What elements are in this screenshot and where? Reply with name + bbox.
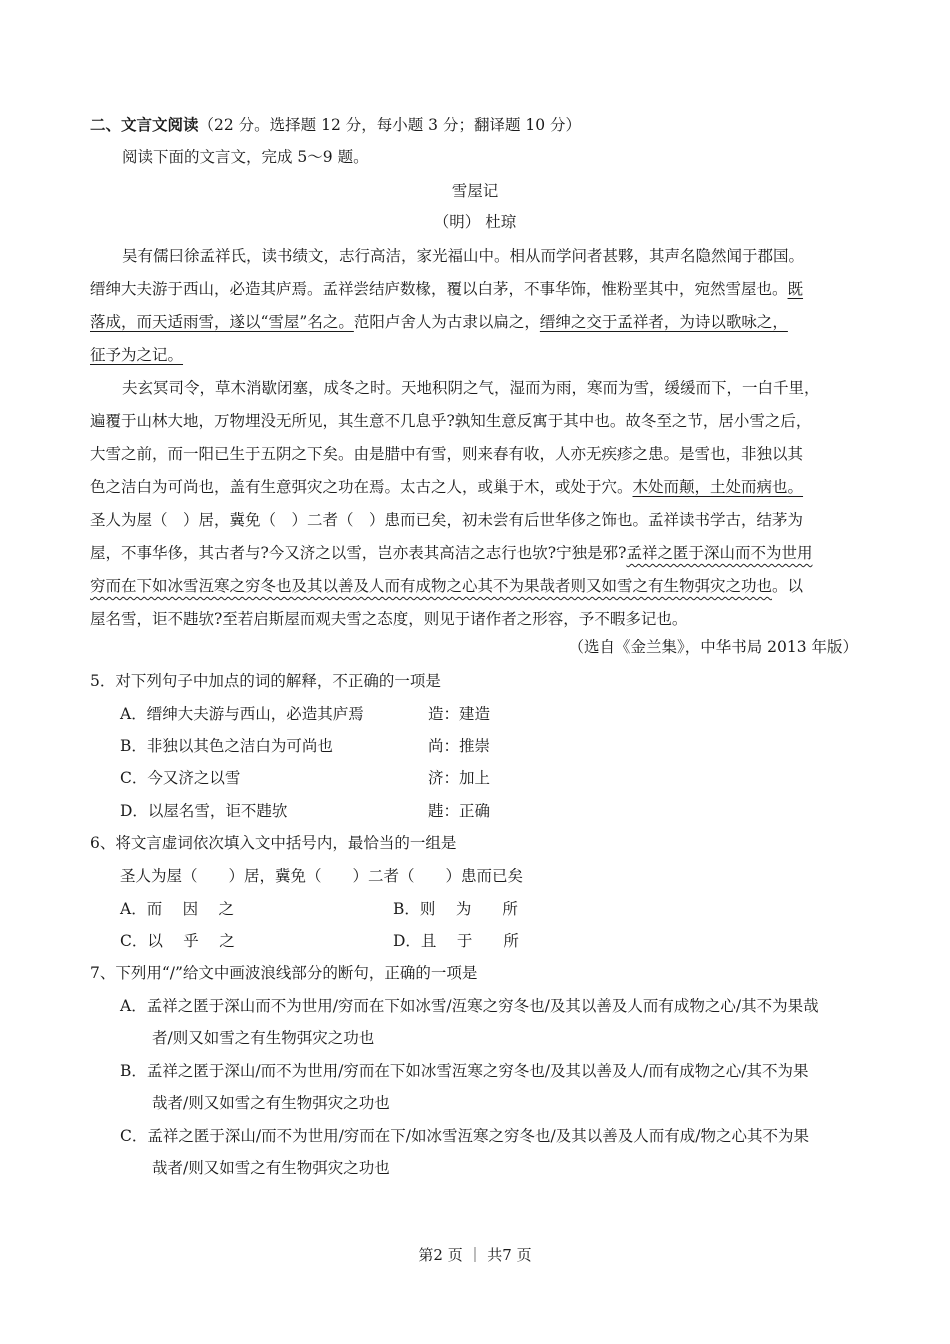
underlined-phrase-2a: 缙绅之交于孟祥者，为诗以歌咏之， — [539, 313, 788, 331]
passage-title: 雪屋记 — [451, 182, 499, 200]
passage-p2-line6-text: 屋，不事华侈，其古者与?今又济之以雪，岂亦表其高洁之志行也欤?宁独是邪? — [90, 544, 627, 562]
section-note: （22 分。选择题 12 分，每小题 3 分；翻译题 10 分） — [198, 116, 582, 134]
wavy-phrase-a: 孟祥之匿于深山而不为世用 — [626, 544, 813, 562]
passage-p1-line4 — [90, 344, 183, 366]
passage-p1-line3 — [90, 311, 788, 333]
q5-option-b: B．非独以其色之洁白为可尚也 — [120, 737, 333, 755]
q5-stem: 5．对下列句子中加点的词的解释，不正确的一项是 — [90, 672, 441, 690]
passage-p2-line8: 屋名雪，讵不韪欤?至若启斯屋而观夫雪之态度，则见于诸作者之形容，予不暇多记也。 — [90, 610, 688, 628]
q5-option-d-expl: 韪：正确 — [428, 802, 491, 820]
q7-option-b-line2: 哉者/则又如雪之有生物弭灾之功也 — [152, 1094, 390, 1112]
q6-option-b: B．则 为 所 — [393, 900, 518, 918]
passage-p1-line2-text: 缙绅大夫游于西山，必造其庐焉。孟祥尝结庐数椽，覆以白茅，不事华饰，惟粉垩其中，宛然雪屋也。 — [90, 280, 788, 298]
passage-p1-line1: 吴有儒曰徐孟祥氏，读书绩文，志行高洁，家光福山中。相从而学问者甚夥，其声名隐然闻于郡国。 — [122, 247, 805, 265]
passage-p2-line2: 遍覆于山林大地，万物埋没无所见，其生意不几息乎?孰知生意反寓于其中也。故冬至之节，居小雪之后， — [90, 412, 812, 430]
passage-author: （明） 杜琼 — [433, 213, 517, 231]
q5-option-c: C．今又济之以雪 — [120, 769, 241, 787]
underlined-phrase-1a: 既 — [787, 280, 804, 298]
passage-p2-line5: 圣人为屋（ ）居，冀免（ ）二者（ ）患而已矣，初未尝有后世华侈之饰也。孟祥读书学古，结茅为 — [90, 511, 804, 529]
q5-option-c-expl: 济：加上 — [428, 769, 491, 787]
q5-option-a: A．缙绅大夫游与西山，必造其庐焉 — [120, 705, 364, 723]
passage-p2-line7 — [90, 575, 803, 597]
q6-option-c: C．以 乎 之 — [120, 932, 235, 950]
underlined-phrase-2b: 征予为之记。 — [90, 346, 184, 364]
passage-p2-line7-tail: 。以 — [772, 577, 804, 595]
wavy-phrase-b: 穷而在下如冰雪沍寒之穷冬也及其以善及人而有成物之心其不为果哉者则又如雪之有生物弭灾之功也 — [90, 577, 773, 595]
passage-p1-line2 — [90, 278, 803, 300]
q5-option-a-expl: 造：建造 — [428, 705, 491, 723]
q7-stem: 7、下列用“/”给文中画波浪线部分的断句，正确的一项是 — [90, 964, 478, 982]
q6-option-d: D．且 于 所 — [393, 932, 519, 950]
q7-option-a-line2: 者/则又如雪之有生物弭灾之功也 — [152, 1029, 375, 1047]
passage-p2-line1: 夫玄冥司令，草木消歇闭塞，成冬之时。天地积阴之气，湿而为雨，寒而为雪，缓缓而下，一白千里， — [122, 379, 820, 397]
section-instruction: 阅读下面的文言文，完成 5～9 题。 — [122, 148, 369, 166]
underlined-phrase-3: 木处而颠，土处而病也。 — [632, 478, 804, 496]
page-footer: 第2 页 ｜ 共7 页 — [418, 1246, 532, 1264]
q6-stem: 6、将文言虚词依次填入文中括号内，最恰当的一组是 — [90, 834, 457, 852]
q5-option-b-expl: 尚：推崇 — [428, 737, 491, 755]
section-label: 二、文言文阅读 — [90, 115, 199, 134]
passage-p2-line4 — [90, 476, 803, 498]
q7-option-b-line1: B．孟祥之匿于深山/而不为世用/穷而在下如冰雪沍寒之穷冬也/及其以善及人/而有成物之心/其不为果 — [120, 1062, 809, 1080]
passage-source: （选自《金兰集》，中华书局 2013 年版） — [568, 638, 858, 656]
q6-option-a: A．而 因 之 — [120, 900, 235, 918]
passage-p2-line6 — [90, 542, 812, 564]
q7-option-a-line1: A．孟祥之匿于深山而不为世用/穷而在下如冰雪/沍寒之穷冬也/及其以善及人而有成物之心/其不为果哉 — [120, 997, 819, 1015]
underlined-phrase-1b: 落成，而天适雨雪，遂以“雪屋”名之。 — [90, 313, 354, 331]
passage-p2-line3: 大雪之前，而一阳已生于五阴之下矣。由是腊中有雪，则来春有收，人亦无疾疹之患。是雪也，非独以其 — [90, 445, 804, 463]
q7-option-c-line1: C．孟祥之匿于深山/而不为世用/穷而在下/如冰雪沍寒之穷冬也/及其以善及人而有成/物之心其不为果 — [120, 1127, 809, 1145]
section-header — [90, 114, 581, 136]
q5-option-d: D．以屋名雪，讵不韪欤 — [120, 802, 288, 820]
q6-sentence: 圣人为屋（ ）居，冀免（ ）二者（ ）患而已矣 — [120, 867, 524, 885]
q7-option-c-line2: 哉者/则又如雪之有生物弭灾之功也 — [152, 1159, 390, 1177]
passage-p2-line4-text: 色之洁白为可尚也，盖有生意弭灾之功在焉。太古之人，或巢于木，或处于穴。 — [90, 478, 633, 496]
passage-p1-line3-text: 范阳卢舍人为古隶以扁之， — [353, 313, 540, 331]
